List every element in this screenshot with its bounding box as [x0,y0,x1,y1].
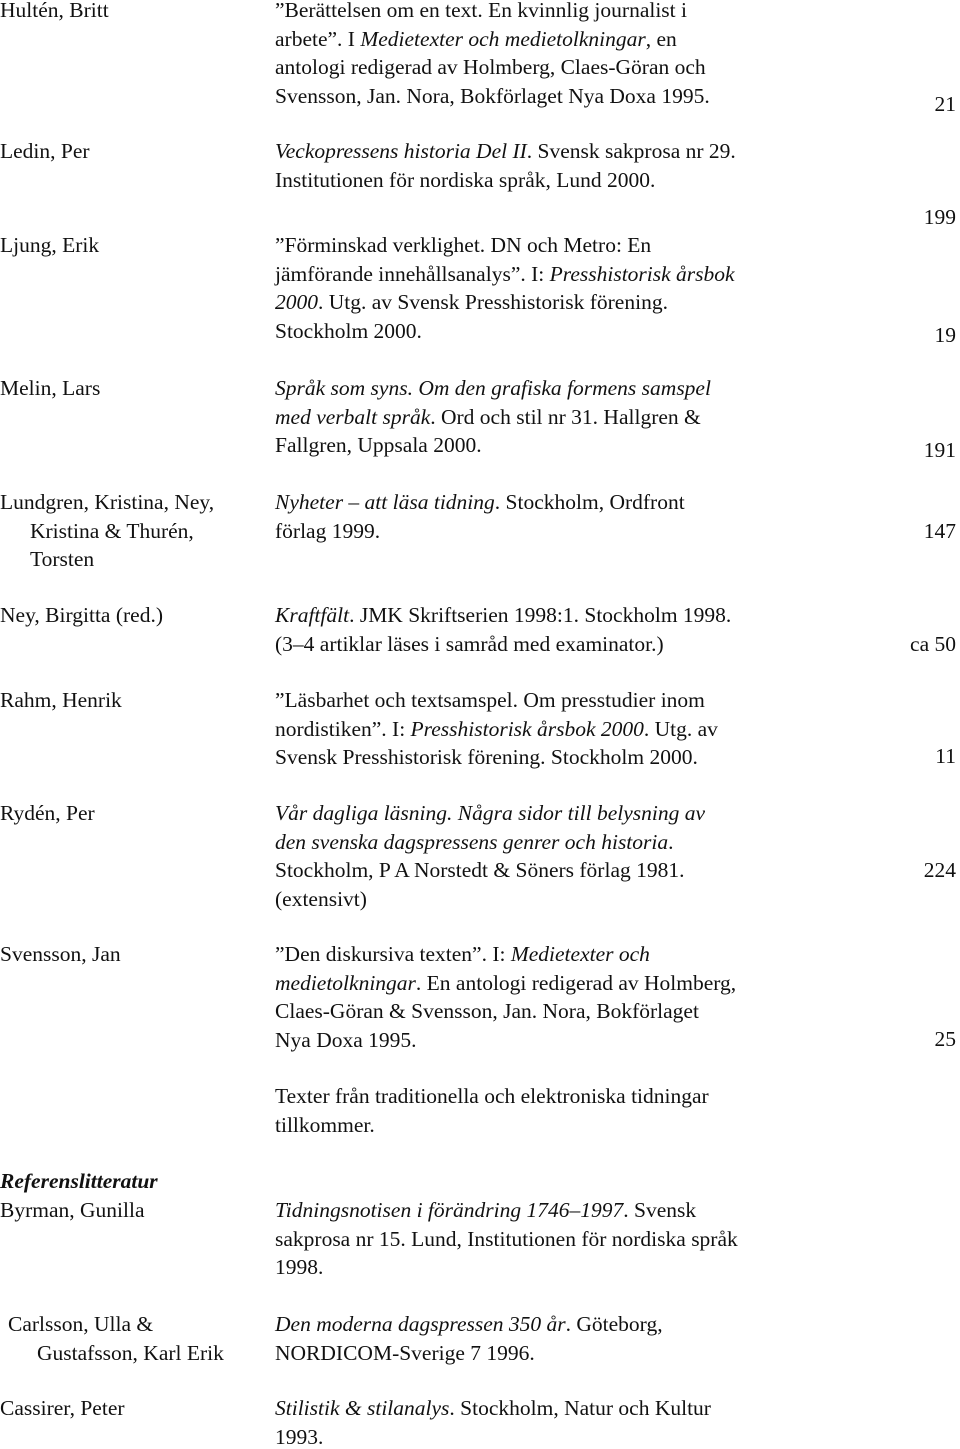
title-segment: Nyheter – att läsa tidning [275,490,495,514]
reference-heading: Referenslitteratur [0,1169,158,1193]
text-segment: . Stockholm, Ordfront [494,490,685,514]
title-segment: Presshistorisk årsbok [549,261,735,286]
entry-citation-line [275,747,698,769]
title-segment: Språk som syns. Om den grafiska formens samspel [275,376,711,400]
reference-citation-line [275,1200,696,1222]
entry-author: Kristina & Thurén, [30,518,194,543]
entry-citation-line [275,141,736,163]
entry-citation-line [275,167,656,192]
entry-author: Carlsson, Ulla & [8,1312,154,1336]
entry-citation-line [275,83,710,108]
entry-citation-line [275,26,677,51]
entry-citation-line [275,605,731,627]
title-segment: Kraftfält [275,603,350,627]
entry-citation-line [275,970,737,995]
text-segment: . Göteborg, [565,1312,663,1336]
reference-citation-line [275,1314,663,1336]
title-segment: med verbalt språk [275,404,431,429]
text-segment: Svensson, Jan. Nora, Bokförlaget Nya Doxa 1995. [275,83,710,108]
title-segment: den svenska dagspressens genrer och historia [275,829,669,854]
text-segment: . En antologi redigerad av Holmberg, [415,970,737,995]
entry-citation-line [275,261,735,286]
entry-citation-line [275,886,367,911]
entry-author: Gustafsson, Karl Erik [37,1340,224,1365]
entry-citation-line [275,318,422,343]
title-segment: Vår dagliga läsning. Några sidor till belysning av [275,801,706,825]
entry-author: Svensson, Jan [0,942,121,966]
title-segment: Medietexter och [510,942,650,966]
entry-author: Torsten [30,547,95,571]
text-segment: 1998. [275,1255,324,1279]
page-count: 25 [934,1027,956,1051]
text-segment: Stockholm 2000. [275,318,422,343]
entry-citation-line [275,803,705,825]
text-segment: Institutionen för nordiska språk, Lund 2000. [275,167,656,192]
text-segment: Svensk Presshistorisk förening. Stockholm 2000. [275,745,698,769]
entry-citation-line [275,378,711,400]
text-segment: förlag 1999. [275,518,381,543]
text-segment: ”Den diskursiva texten”. I: [275,942,511,966]
title-segment: Veckopressens historia Del II [275,139,527,163]
title-segment: medietolkningar [275,970,416,995]
entry-author: Cassirer, Peter [0,1396,125,1420]
supplementary-note: tillkommer. [275,1112,375,1137]
entry-citation-line [275,518,381,543]
page-count: 19 [934,323,956,347]
entry-citation-line [275,404,701,429]
reference-citation-line [275,1424,324,1449]
text-segment: . Stockholm, Natur och Kultur [449,1396,711,1420]
entry-author: Lundgren, Kristina, Ney, [0,490,215,514]
text-segment: Nya Doxa 1995. [275,1027,417,1052]
entry-citation-line [275,944,650,966]
page-count: 21 [934,92,956,116]
page-count: 191 [923,438,956,462]
entry-citation-line [275,690,705,712]
text-segment: Stockholm, P A Norstedt & Söners förlag 1981. [275,858,685,882]
text-segment: antologi redigerad av Holmberg, Claes-Göran och [275,55,706,79]
entry-citation-line [275,716,718,741]
entry-citation-line [275,631,664,656]
reference-citation-line [275,1226,738,1251]
text-segment: 1993. [275,1424,324,1449]
entry-author: Ledin, Per [0,139,90,163]
title-segment: 2000 [275,290,318,314]
title-segment: Den moderna dagspressen 350 år [275,1312,566,1336]
entry-citation-line [275,492,685,514]
entry-citation-line [275,57,706,79]
entry-citation-line [275,292,668,314]
entry-citation-line [275,829,674,854]
entry-citation-line [275,1027,417,1052]
text-segment: Claes-Göran & Svensson, Jan. Nora, Bokförlaget [275,999,699,1023]
entry-author: Byrman, Gunilla [0,1198,145,1222]
text-segment: NORDICOM-Sverige 7 1996. [275,1340,535,1365]
text-segment: . Svensk sakprosa nr 29. [526,139,736,163]
text-segment: sakprosa nr 15. Lund, Institutionen för nordiska språk [275,1226,738,1251]
reference-citation-line [275,1257,323,1279]
title-segment: Medietexter och medietolkningar [360,26,646,51]
page-count: 11 [935,744,956,768]
text-segment: . [668,829,674,854]
entry-author: Melin, Lars [0,376,101,400]
entry-citation-line [275,235,651,257]
text-segment: (extensivt) [275,886,367,911]
page-count: 147 [923,519,956,543]
text-segment: . Ord och stil nr 31. Hallgren & [430,404,701,429]
page-count: 224 [923,858,956,882]
text-segment: nordistiken”. I: [275,716,411,741]
reference-citation-line [275,1340,535,1365]
text-segment: . Utg. av [643,716,718,741]
text-segment: arbete”. I [275,26,361,51]
entry-author: Ney, Birgitta (red.) [0,603,163,627]
entry-author: Rydén, Per [0,801,95,825]
text-segment: jämförande innehållsanalys”. I: [275,261,550,286]
text-segment: ”Förminskad verklighet. DN och Metro: En [275,233,652,257]
text-segment: Fallgren, Uppsala 2000. [275,433,482,457]
entry-citation-line [275,435,482,457]
text-segment: . JMK Skriftserien 1998:1. Stockholm 1998. [349,603,732,627]
text-segment: , en [645,26,677,51]
text-segment: . Svensk [623,1198,697,1222]
text-segment: ”Berättelsen om en text. En kvinnlig journalist i [275,0,687,22]
entry-author: Hultén, Britt [0,0,109,22]
entry-author: Ljung, Erik [0,233,100,257]
text-segment: ”Läsbarhet och textsamspel. Om presstudier inom [275,688,705,712]
entry-citation-line [275,1001,699,1023]
entry-citation-line [275,860,685,882]
title-segment: Stilistik & stilanalys [275,1396,450,1420]
page-count: 199 [923,205,956,229]
text-segment: (3–4 artiklar läses i samråd med examinator.) [275,631,664,656]
supplementary-note: Texter från traditionella och elektroniska tidningar [275,1084,709,1108]
entry-citation-line [275,0,687,22]
reference-citation-line [275,1398,711,1420]
title-segment: Presshistorisk årsbok 2000 [410,716,644,741]
entry-author: Rahm, Henrik [0,688,122,712]
text-segment: . Utg. av Svensk Presshistorisk förening. [318,290,668,314]
page-count: ca 50 [910,632,956,656]
title-segment: Tidningsnotisen i förändring 1746–1997 [275,1198,624,1222]
